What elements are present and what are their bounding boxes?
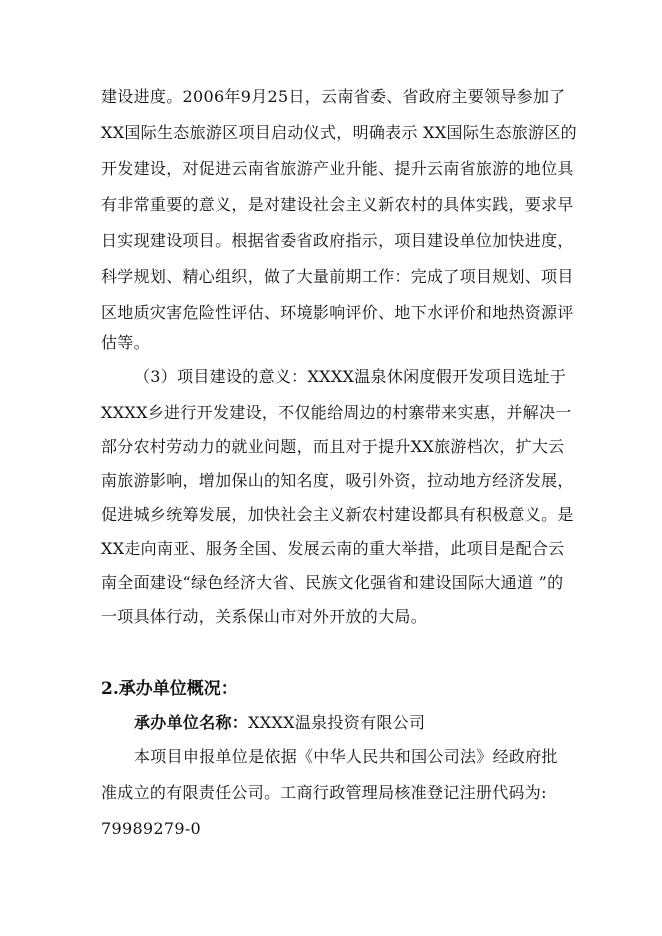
paragraph-line: XX国际生态旅游区项目启动仪式，明确表示 XX国际生态旅游区的 xyxy=(101,123,577,142)
paragraph-line: 南全面建设“绿色经济大省、民族文化强省和建设国际大通道 ”的 xyxy=(101,573,564,592)
paragraph-line: XXXX乡进行开发建设，不仅能给周边的村寨带来实惠，并解决一 xyxy=(101,403,572,422)
paragraph-line: （3）项目建设的意义：XXXX温泉休闲度假开发项目选址于 xyxy=(134,367,567,386)
unit-name-value: XXXX温泉投资有限公司 xyxy=(248,713,426,732)
paragraph-line: 一项具体行动，关系保山市对外开放的大局。 xyxy=(101,607,428,626)
paragraph-line: XX走向南亚、服务全国、发展云南的重大举措，此项目是配合云 xyxy=(101,539,565,558)
paragraph-line: 日实现建设项目。根据省委省政府指示，项目建设单位加快进度， xyxy=(101,231,574,250)
paragraph-line: 促进城乡统筹发展，加快社会主义新农村建设都具有积极意义。是 xyxy=(101,505,574,524)
paragraph-line: 科学规划、精心组织，做了大量前期工作：完成了项目规划、项目 xyxy=(101,267,574,286)
paragraph-line: 开发建设，对促进云南省旅游产业升能、提升云南省旅游的地位具 xyxy=(101,159,574,178)
registration-code: 79989279-0 xyxy=(101,819,202,838)
section-heading: 2.承办单位概况： xyxy=(101,679,238,699)
paragraph-line: 建设进度。2006年9月25日，云南省委、省政府主要领导参加了 xyxy=(101,87,566,106)
paragraph-line: 估等。 xyxy=(101,333,150,352)
paragraph-line: 本项目申报单位是依据《中华人民共和国公司法》经政府批 xyxy=(134,747,558,766)
paragraph-line: 部分农村劳动力的就业问题，而且对于提升XX旅游档次，扩大云 xyxy=(101,437,565,456)
unit-name-label: 承办单位名称： xyxy=(134,713,249,732)
paragraph-line: 区地质灾害危险性评估、环境影响评价、地下水评价和地热资源评 xyxy=(101,303,574,322)
paragraph-line: 南旅游影响，增加保山的知名度，吸引外资，拉动地方经济发展， xyxy=(101,471,574,490)
unit-name-row xyxy=(134,712,425,734)
paragraph-line: 有非常重要的意义，是对建设社会主义新农村的具体实践，要求早 xyxy=(101,195,574,214)
paragraph-line: 准成立的有限责任公司。工商行政管理局核准登记注册代码为: xyxy=(101,783,547,802)
